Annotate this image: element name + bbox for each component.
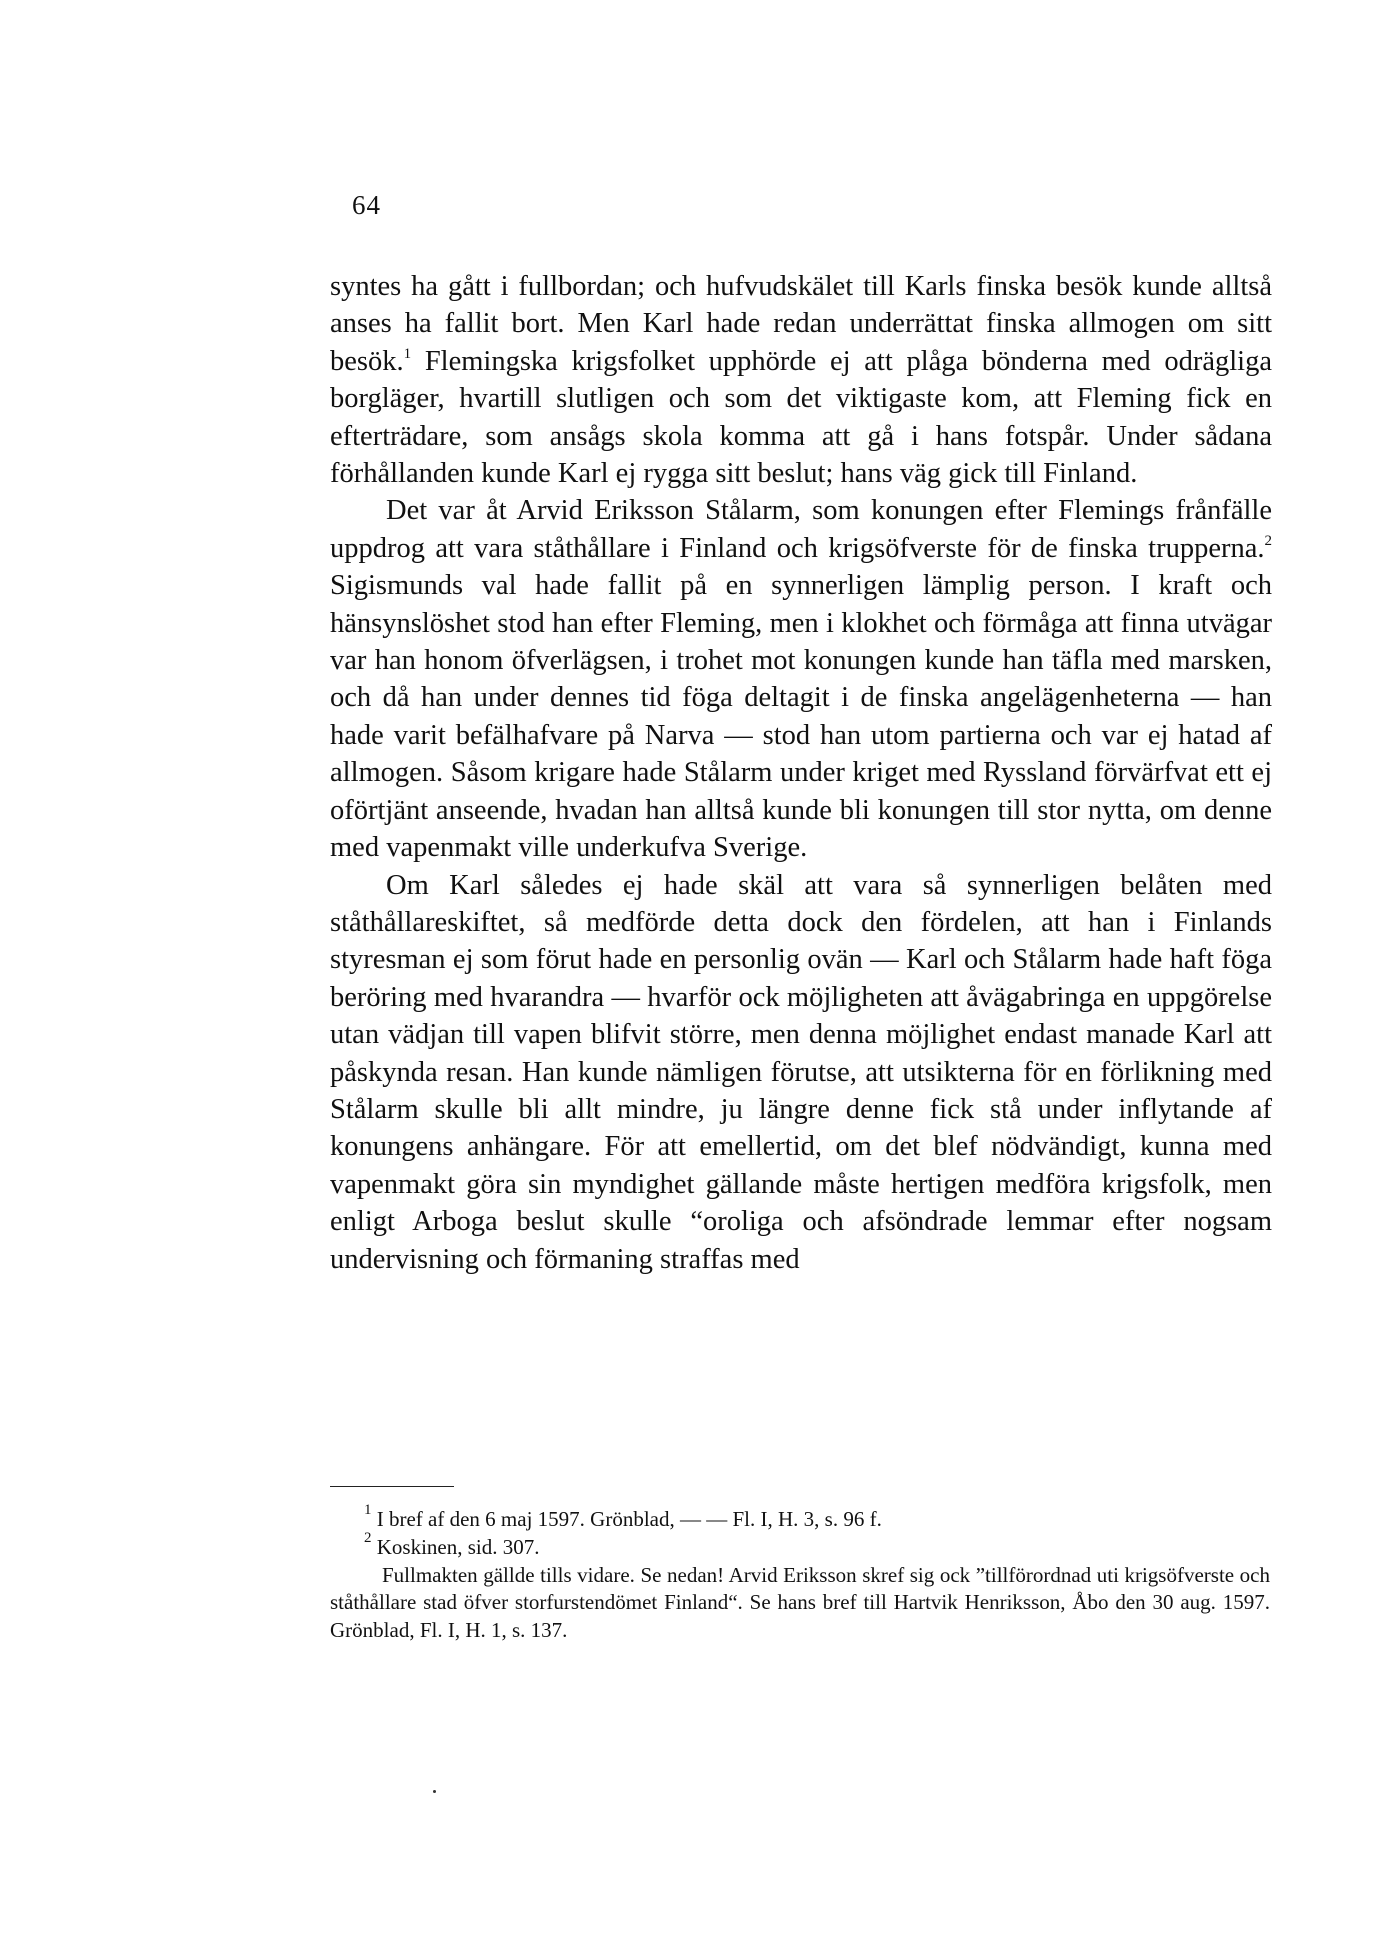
footnote-2 [330,1529,1270,1562]
footnote-1 [330,1502,1270,1534]
footnote-ref-2: 2 [1264,532,1272,549]
footnotes [330,1502,1270,1645]
footnote-ref-1: 1 [403,345,412,362]
paragraph-2-tail: Sigismunds val hade fallit på en synnerligen lämplig person. I kraft och hänsynslöshet stod han efter Fleming, men i klokhet och förmåga att finna utvägar var han honom öfverlägsen, i trohet mot konungen kunde han täfla med marsken, och då han under dennes tid föga deltagit i de finska angelägenheterna — han hade varit befälhafvare på Narva — stod han utom partierna och var ej hatad af allmogen. Såsom krigare hade Stålarm under kriget med Ryssland förvärfvat ett ej oförtjänt anseende, hvadan han alltså kunde bli konungen till stor nytta, om denne med vapenmakt ville underkufva Sverige. [330,570,1272,864]
paragraph-2-text: Det var åt Arvid Eriksson Stålarm, som konungen efter Flemings frånfälle uppdrog att vara ståthållare i Finland och krigsöfverste för de finska trupperna. [330,495,1272,564]
footnote-2-mark: 2 [364,1529,372,1546]
footnote-divider [330,1486,454,1487]
paragraph-1-text: syntes ha gått i fullbordan; och hufvudskälet till Karls finska besök kunde alltså anses ha fallit bort. Men Karl hade redan underrättat finska allmogen om sitt besök. [330,271,1272,377]
page-number: 64 [352,190,381,220]
paragraph-3: Om Karl således ej hade skäl att vara så synnerligen belåten med ståthållareskiftet, så medförde detta dock den fördelen, att han i Finlands styresman ej som förut hade en personlig ovän — Karl och Stålarm hade haft föga beröring med hvarandra — hvarför ock möjligheten att åvägabringa en uppgörelse utan vädjan till vapen blifvit större, men denna möjlighet endast manade Karl att påskynda resan. Han kunde nämligen förutse, att utsikterna för en förlikning med Stålarm skulle bli allt mindre, ju längre denne fick stå under inflytande af konungens anhängare. För att emellertid, om det blef nödvändigt, kunna med vapenmakt göra sin myndighet gällande måste hertigen medföra krigsfolk, men enligt Arboga beslut skulle “oroliga och afsöndrade lemmar efter nogsam undervisning och förmaning straffas med [330,869,1272,1275]
footnote-2-text: Koskinen, sid. 307. [371,1534,540,1559]
footnote-1-mark: 1 [364,1502,372,1518]
paragraph-1 [330,268,1272,492]
footnote-2-continuation: Fullmakten gällde tills vidare. Se nedan! Arvid Eriksson skref sig ock ”tillförordnad uti krigsöfverste och ståthållare stad öfver storfurstendömet Finland“. Se hans bref till Hartvik Henriksson, Åbo den 30 aug. 1597. Grönblad, Fl. I, H. 1, s. 137. [330,1562,1270,1643]
paragraph-1-tail: Flemingska krigsfolket upphörde ej att plåga bönderna med odrägliga borgläger, hvartill slutligen och som det viktigaste kom, att Fleming fick en efterträdare, som ansågs skola komma att gå i hans fotspår. Under sådana förhållanden kunde Karl ej rygga sitt beslut; hans väg gick till Finland. [330,345,1272,490]
footnote-1-text: I bref af den 6 maj 1597. Grönblad, — — Fl. I, H. 3, s. 96 f. [371,1507,882,1531]
paragraph-2 [330,492,1272,866]
print-speck [433,1790,436,1793]
body-text [330,268,1272,1278]
